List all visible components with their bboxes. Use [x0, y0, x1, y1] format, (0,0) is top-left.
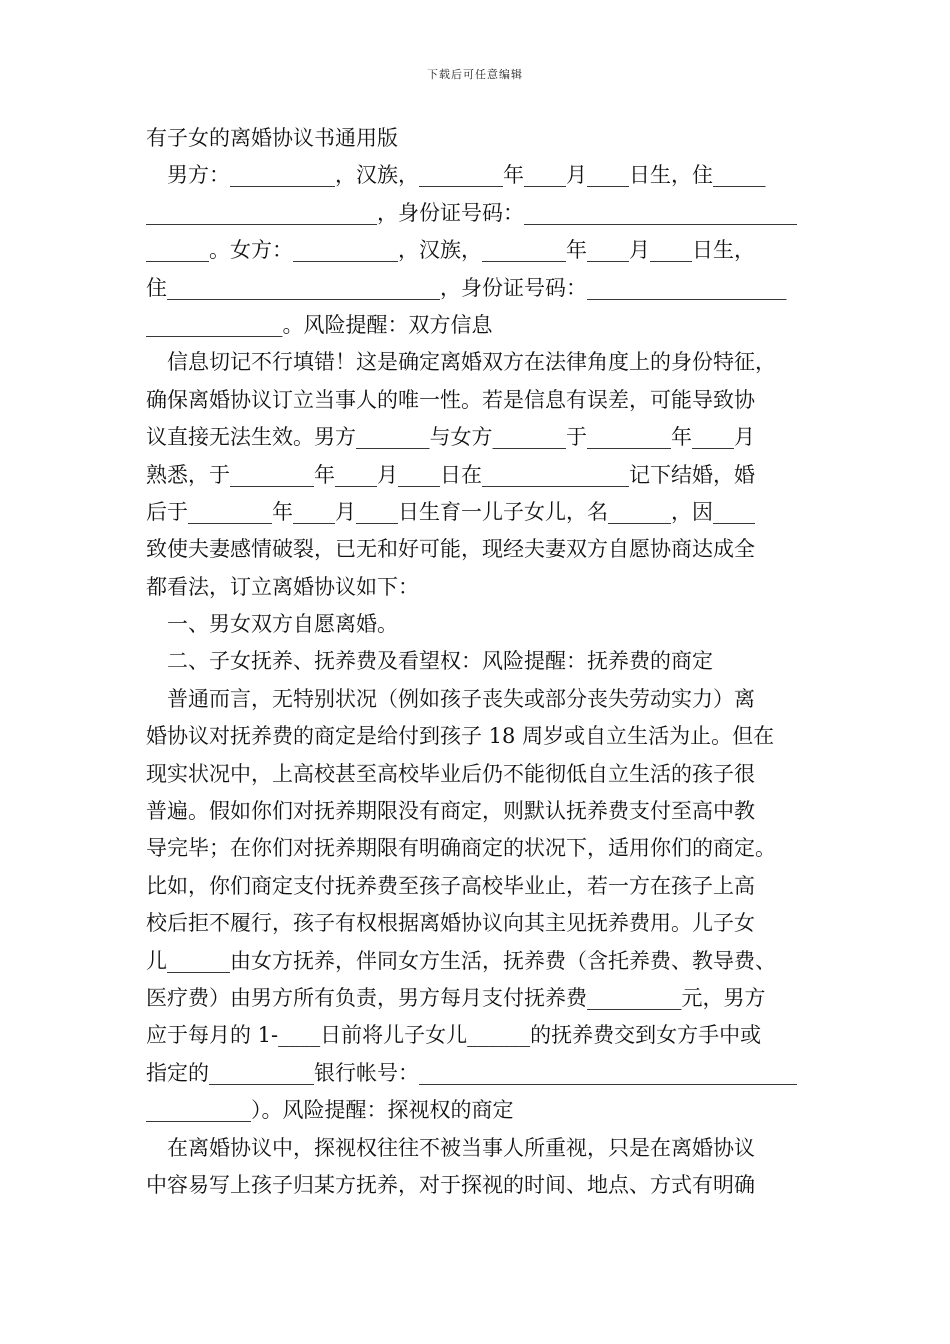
text-line: 校后拒不履行，孩子有权根据离婚协议向其主见抚养费用。儿子女 — [146, 911, 755, 936]
document-title: 有子女的离婚协议书通用版 — [146, 126, 398, 150]
page-header-note: 下载后可任意编辑 — [427, 68, 523, 81]
text-line: 信息切记不行填错！这是确定离婚双方在法律角度上的身份特征， — [146, 350, 776, 375]
text-line: 议直接无法生效。男方_______与女方_______于________年____月 — [146, 425, 755, 450]
text-line: 男方：__________，汉族，________年____月____日生，住_____ — [146, 163, 766, 188]
text-line: 后于________年____月____日生育一儿子女儿，名______，因____ — [146, 499, 755, 524]
text-line: 一、男女双方自愿离婚。 — [146, 612, 398, 637]
text-line: ______。女方：__________，汉族，________年____月____日生， — [146, 238, 755, 263]
text-line: ______________________，身份证号码：__________________________ — [146, 200, 797, 225]
text-line: 普遍。假如你们对抚养期限没有商定，则默认抚养费支付至高中教 — [146, 799, 755, 824]
text-line: 都看法，订立离婚协议如下： — [146, 574, 419, 599]
document-body — [146, 120, 816, 1204]
text-line: 致使夫妻感情破裂，已无和好可能，现经夫妻双方自愿协商达成全 — [146, 537, 755, 562]
text-line: 指定的__________银行帐号：____________________________________ — [146, 1060, 797, 1085]
text-line: 现实状况中，上高校甚至高校毕业后仍不能彻低自立生活的孩子很 — [146, 761, 755, 786]
text-line: 住__________________________，身份证号码：___________________ — [146, 275, 787, 300]
text-line: 婚协议对抚养费的商定是给付到孩子 18 周岁或自立生活为止。但在 — [146, 724, 775, 749]
text-line: 熟悉，于________年____月____日在______________记下结婚，婚 — [146, 462, 755, 487]
text-line: _____________。风险提醒：双方信息 — [146, 312, 493, 337]
text-line: 确保离婚协议订立当事人的唯一性。若是信息有误差，可能导致协 — [146, 387, 755, 412]
text-line: 导完毕；在你们对抚养期限有明确商定的状况下，适用你们的商定。 — [146, 836, 776, 861]
text-line: 应于每月的 1-____日前将儿子女儿______的抚养费交到女方手中或 — [146, 1023, 762, 1048]
text-line: 普通而言，无特别状况（例如孩子丧失或部分丧失劳动实力）离 — [146, 686, 755, 711]
text-line: 医疗费）由男方所有负责，男方每月支付抚养费_________元，男方 — [146, 985, 766, 1010]
text-line: 中容易写上孩子归某方抚养，对于探视的时间、地点、方式有明确 — [146, 1172, 755, 1197]
text-line: __________）。风险提醒：探视权的商定 — [146, 1098, 514, 1123]
text-line: 在离婚协议中，探视权往往不被当事人所重视，只是在离婚协议 — [146, 1135, 755, 1160]
text-line: 二、子女抚养、抚养费及看望权：风险提醒：抚养费的商定 — [146, 649, 713, 674]
text-line: 比如，你们商定支付抚养费至孩子高校毕业止，若一方在孩子上高 — [146, 873, 755, 898]
text-line: 儿______由女方抚养，伴同女方生活，抚养费（含托养费、教导费、 — [146, 948, 776, 973]
